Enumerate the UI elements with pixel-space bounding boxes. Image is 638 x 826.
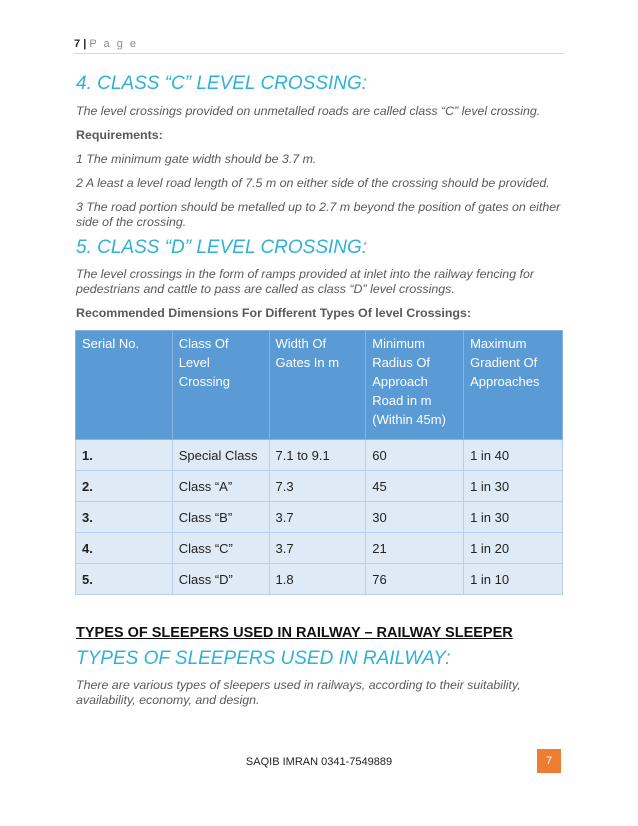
header-max-gradient: Maximum Gradient Of Approaches <box>464 331 563 440</box>
cell-serial: 4. <box>76 533 173 564</box>
header-separator: | <box>83 38 87 50</box>
cell-serial: 2. <box>76 471 173 502</box>
page-number-badge: 7 <box>537 749 561 773</box>
sleepers-title: TYPES OF SLEEPERS USED IN RAILWAY: <box>76 648 451 669</box>
cell-class: Special Class <box>172 440 269 471</box>
sleepers-intro: There are various types of sleepers used in railways, according to their suitability, availability, economy, and design. <box>76 678 521 707</box>
table-row <box>76 471 563 502</box>
header-class: Class Of Level Crossing <box>172 331 269 440</box>
cell-radius: 21 <box>366 533 464 564</box>
table-title: Recommended Dimensions For Different Types Of level Crossings: <box>76 306 471 320</box>
cell-gradient: 1 in 40 <box>464 440 563 471</box>
cell-width: 7.1 to 9.1 <box>269 440 366 471</box>
table-row <box>76 533 563 564</box>
table-row <box>76 564 563 595</box>
requirements-label: Requirements: <box>76 128 163 142</box>
class-c-intro: The level crossings provided on unmetalled roads are called class “C” level crossing. <box>76 104 541 118</box>
requirement-1: 1 The minimum gate width should be 3.7 m. <box>76 152 317 166</box>
requirement-3: 3 The road portion should be metalled up to 2.7 m beyond the position of gates on either side of the crossing. <box>76 200 561 229</box>
cell-radius: 30 <box>366 502 464 533</box>
cell-serial: 3. <box>76 502 173 533</box>
cell-radius: 45 <box>366 471 464 502</box>
dimensions-table <box>75 330 563 595</box>
header-page-number: 7 <box>74 38 81 50</box>
header-serial-no: Serial No. <box>76 331 173 440</box>
cell-class: Class “A” <box>172 471 269 502</box>
cell-gradient: 1 in 20 <box>464 533 563 564</box>
cell-gradient: 1 in 10 <box>464 564 563 595</box>
class-d-title: 5. CLASS “D” LEVEL CROSSING: <box>76 237 368 258</box>
header-min-radius: Minimum Radius Of Approach Road in m (Within 45m) <box>366 331 464 440</box>
table-row <box>76 440 563 471</box>
class-c-title: 4. CLASS “C” LEVEL CROSSING: <box>76 73 368 94</box>
cell-class: Class “B” <box>172 502 269 533</box>
footer-author: SAQIB IMRAN 0341-7549889 <box>245 756 393 768</box>
cell-radius: 60 <box>366 440 464 471</box>
table-header-row <box>76 331 563 440</box>
table-row <box>76 502 563 533</box>
cell-class: Class “D” <box>172 564 269 595</box>
cell-width: 1.8 <box>269 564 366 595</box>
document-body <box>76 73 566 708</box>
class-d-intro: The level crossings in the form of ramps provided at inlet into the railway fencing for pedestrians and cattle to pass are called as class “D” level crossings. <box>76 267 534 296</box>
header-width: Width Of Gates In m <box>269 331 366 440</box>
cell-width: 7.3 <box>269 471 366 502</box>
header-page-word: P a g e <box>89 38 138 50</box>
cell-serial: 5. <box>76 564 173 595</box>
sleepers-heading: TYPES OF SLEEPERS USED IN RAILWAY – RAILWAY SLEEPER <box>76 625 513 641</box>
header-divider <box>74 53 564 54</box>
cell-class: Class “C” <box>172 533 269 564</box>
cell-width: 3.7 <box>269 533 366 564</box>
requirement-2: 2 A least a level road length of 7.5 m on either side of the crossing should be provided. <box>76 176 550 190</box>
page-header <box>74 38 138 50</box>
cell-gradient: 1 in 30 <box>464 502 563 533</box>
cell-width: 3.7 <box>269 502 366 533</box>
cell-gradient: 1 in 30 <box>464 471 563 502</box>
cell-radius: 76 <box>366 564 464 595</box>
cell-serial: 1. <box>76 440 173 471</box>
